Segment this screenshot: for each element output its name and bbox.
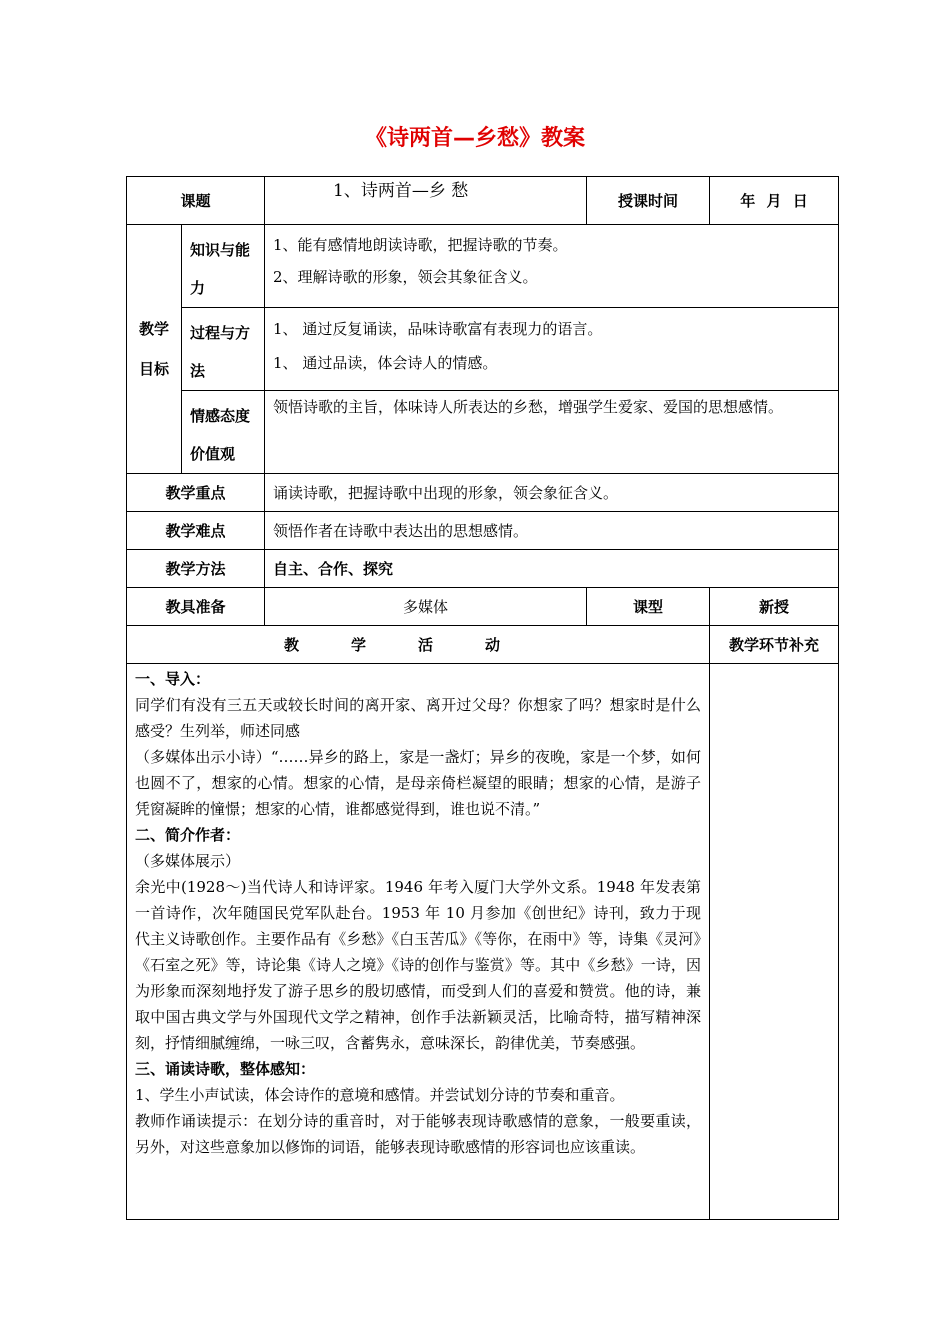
tools-label: 教具准备 bbox=[127, 588, 265, 626]
tools-row bbox=[127, 588, 839, 626]
objective-row-knowledge bbox=[127, 225, 839, 308]
methods-row bbox=[127, 550, 839, 588]
activities-header: 教学活动 bbox=[127, 626, 710, 664]
paragraph: （多媒体展示） bbox=[135, 852, 241, 870]
key-points-value: 诵读诗歌，把握诗歌中出现的形象，领会象征含义。 bbox=[265, 474, 839, 512]
section-heading: 三、诵读诗歌，整体感知： bbox=[135, 1060, 316, 1078]
key-points-label: 教学重点 bbox=[127, 474, 265, 512]
objective-label-attitude: 情感态度价值观 bbox=[182, 391, 265, 474]
objective-line: 2、理解诗歌的形象，领会其象征含义。 bbox=[273, 268, 538, 286]
section-heading: 一、导入： bbox=[135, 670, 211, 688]
objective-line: 1、 通过反复诵读，品味诗歌富有表现力的语言。 bbox=[273, 320, 603, 338]
paragraph: 同学们有没有三五天或较长时间的离开家、离开过父母？你想家了吗？想家时是什么感受？生列举，师述同感 bbox=[135, 696, 702, 740]
paragraph: （多媒体出示小诗）“……异乡的路上，家是一盏灯；异乡的夜晚，家是一个梦，如何也圆不了，想家的心情。想家的心情，是母亲倚栏凝望的眼睛；想家的心情，是游子凭窗凝眸的憧憬；想家的心情，谁都感觉得到，谁也说不清。” bbox=[135, 748, 702, 818]
difficulties-label: 教学难点 bbox=[127, 512, 265, 550]
key-points-row bbox=[127, 474, 839, 512]
difficulties-row bbox=[127, 512, 839, 550]
paragraph: 教师作诵读提示：在划分诗的重音时，对于能够表现诗歌感情的意象，一般要重读，另外，对这些意象加以修饰的词语，能够表现诗歌感情的形容词也应该重读。 bbox=[135, 1112, 702, 1156]
difficulties-value: 领悟作者在诗歌中表达出的思想感情。 bbox=[265, 512, 839, 550]
activities-content-row bbox=[127, 664, 839, 1220]
methods-label: 教学方法 bbox=[127, 550, 265, 588]
supplement-header: 教学环节补充 bbox=[710, 626, 839, 664]
lesson-type-value: 新授 bbox=[710, 588, 839, 626]
objective-row-process bbox=[127, 308, 839, 391]
objective-label-knowledge: 知识与能力 bbox=[182, 225, 265, 308]
objective-line: 领悟诗歌的主旨，体味诗人所表达的乡愁，增强学生爱家、爱国的思想感情。 bbox=[273, 398, 784, 416]
class-time-value: 年 月 日 bbox=[710, 177, 839, 225]
paragraph: 余光中(1928～)当代诗人和诗评家。1946 年考入厦门大学外文系。1948 年发表第一首诗作，次年随国民党军队赴台。1953 年 10 月参加《创世纪》诗刊，致力于现代主义诗歌创作。主要作品有《乡愁》《白玉苦瓜》《等你，在雨中》等，诗集《灵河》《石室之死》等，诗论集《诗人之境》《诗的创作与鉴赏》等。其中《乡愁》一诗，因为形象而深刻地抒发了游子思乡的殷切感情，而受到人们的喜爱和赞赏。他的诗，兼取中国古典文学与外国现代文学之精神，创作手法新颖灵活，比喻奇特，描写精神深刻，抒情细腻缠绵，一咏三叹，含蓄隽永，意味深长，韵律优美，节奏感强。 bbox=[135, 878, 702, 1052]
objective-line: 1、 通过品读，体会诗人的情感。 bbox=[273, 354, 498, 372]
class-time-label: 授课时间 bbox=[587, 177, 710, 225]
objectives-label: 教学目标 bbox=[127, 225, 182, 474]
lesson-plan-table bbox=[126, 176, 839, 1220]
objective-row-attitude bbox=[127, 391, 839, 474]
topic-value: 1、诗两首—乡 愁 bbox=[333, 180, 469, 201]
paragraph: 1、学生小声试读，体会诗作的意境和感情。并尝试划分诗的节奏和重音。 bbox=[135, 1086, 625, 1104]
tools-value: 多媒体 bbox=[265, 588, 587, 626]
topic-label: 课题 bbox=[127, 177, 265, 225]
methods-value: 自主、合作、探究 bbox=[265, 550, 839, 588]
supplement-column bbox=[710, 664, 839, 1220]
activities-content bbox=[127, 664, 710, 1220]
topic-row bbox=[127, 177, 839, 225]
lesson-type-label: 课型 bbox=[587, 588, 710, 626]
activities-header-row bbox=[127, 626, 839, 664]
document-title: 《诗两首—乡愁》教案 bbox=[364, 126, 585, 151]
objective-line: 1、能有感情地朗读诗歌，把握诗歌的节奏。 bbox=[273, 236, 568, 254]
objective-label-process: 过程与方法 bbox=[182, 308, 265, 391]
section-heading: 二、简介作者： bbox=[135, 826, 241, 844]
